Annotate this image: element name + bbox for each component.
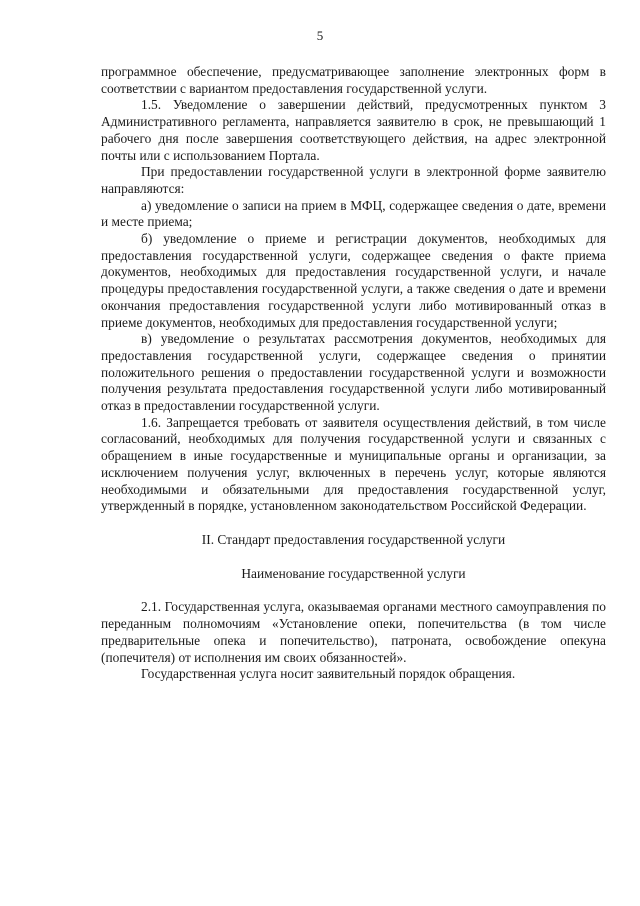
paragraph-item-b: б) уведомление о приеме и регистрации документов, необходимых для предоставления государственной услуги, содержащее сведения о факте приема документов, необходимых для предоставления государственной услуги, и начале процедуры предоставления государственной услуги, а также сведения о дате и времени окончания предоставления государственной услуги либо мотивированный отказ в приеме документов, необходимых для предоставления государственной услуги;	[101, 231, 606, 330]
paragraph-continuation: программное обеспечение, предусматривающее заполнение электронных форм в соответствии с вариантом предоставления государственной услуги.	[101, 64, 606, 96]
section-heading: II. Стандарт предоставления государственной услуги	[201, 531, 506, 547]
paragraph-item-v: в) уведомление о результатах рассмотрения документов, необходимых для предоставления государственной услуги, содержащее сведения о принятии положительного решения о предоставлении государственной услуги и возможности получения результата предоставления государственной услуги либо мотивированный отказ в предоставлении государственной услуги.	[101, 331, 606, 414]
page-number: 5	[316, 28, 324, 43]
subsection-heading: Наименование государственной услуги	[241, 565, 466, 581]
paragraph-1-6: 1.6. Запрещается требовать от заявителя осуществления действий, в том числе согласований, необходимых для получения государственной услуги и связанных с обращением в иные государственные и муниципальные органы и организации, за исключением получения услуг, включенных в перечень услуг, которые являются необходимыми и обязательными для предоставления государственной услуг, утвержденный в порядке, установленном законодательством Российской Федерации.	[101, 414, 606, 514]
paragraph-application-order: Государственная услуга носит заявительный порядок обращения.	[141, 666, 516, 682]
paragraph-1-5: 1.5. Уведомление о завершении действий, предусмотренных пунктом 3 Административного регламента, направляется заявителю в срок, не превышающий 1 рабочего дня после завершения соответствующего действия, на адрес электронной почты или с использованием Портала.	[101, 97, 606, 163]
paragraph-electronic-notifications: При предоставлении государственной услуги в электронной форме заявителю направляются:	[101, 164, 606, 196]
document-body	[101, 64, 606, 683]
paragraph-2-1: 2.1. Государственная услуга, оказываемая органами местного самоуправления по переданным полномочиям «Установление опеки, попечительства (в том числе предварительные опека и попечительство), патроната, освобождение опекуна (попечителя) от исполнения им своих обязанностей».	[101, 599, 606, 665]
paragraph-item-a: а) уведомление о записи на прием в МФЦ, содержащее сведения о дате, времени и месте приема;	[101, 197, 606, 230]
